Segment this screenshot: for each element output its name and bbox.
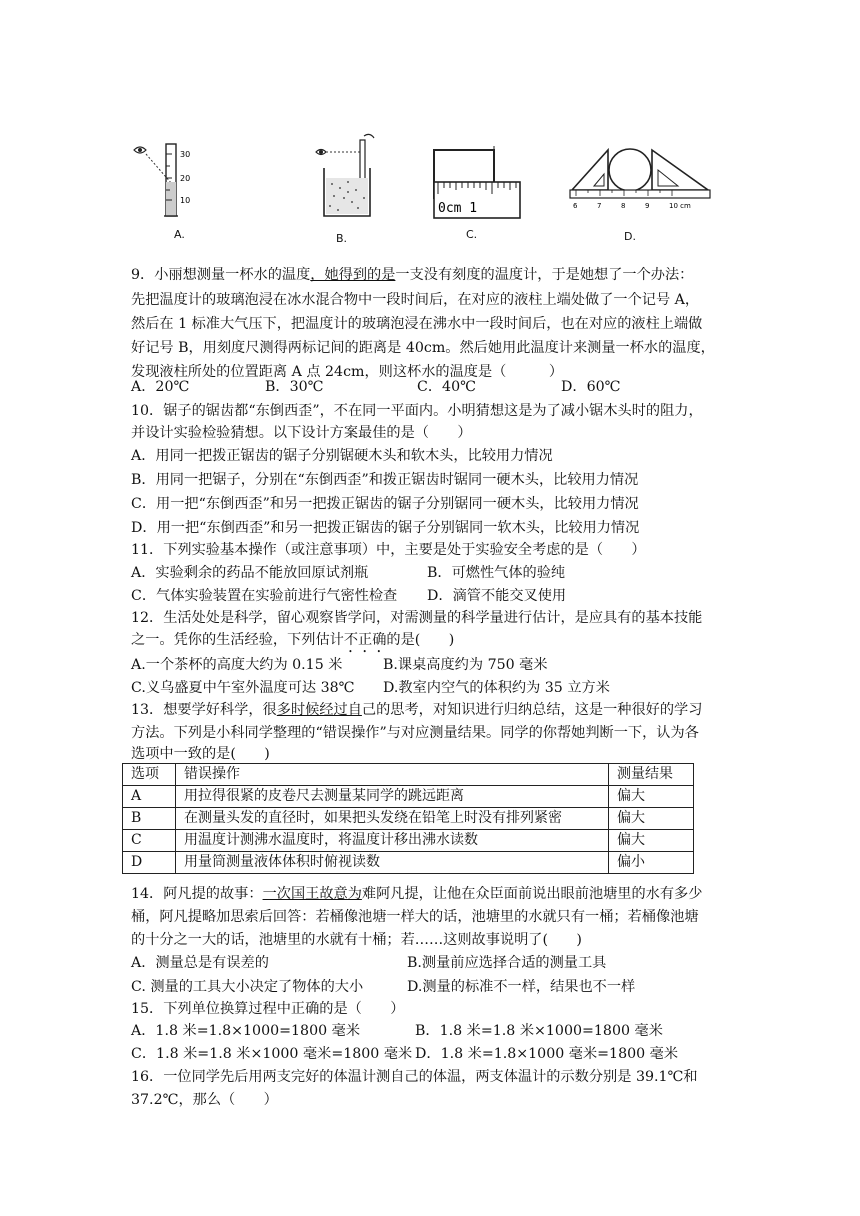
q9-option-c: C．40℃ xyxy=(417,379,476,395)
figure-d-tick: 7 xyxy=(597,202,602,210)
table-header-cell: 错误操作 xyxy=(176,764,609,786)
figure-d-tick: 10 cm xyxy=(669,202,691,210)
table-cell: 在测量头发的直径时，如果把头发绕在铅笔上时没有排列紧密 xyxy=(176,808,609,830)
table-cell: C xyxy=(123,830,176,852)
q12-line2: 之一。凭你的生活经验，下列估计不正确的是( ) xyxy=(131,632,455,648)
table-row xyxy=(123,786,694,808)
q10-line1: 10．锯子的锯齿都“东倒西歪”，不在同一平面内。小明猜想这是为了减小锯木头时的阻力， xyxy=(131,403,703,419)
q15-option-c: C．1.8 米=1.8 米×1000 毫米=1800 毫米 xyxy=(131,1046,413,1062)
figure-d-tick: 6 xyxy=(573,202,578,210)
q10-option-c: C．用一把“东倒西歪”和另一把拨正锯齿的锯子分别锯同一硬木头，比较用力情况 xyxy=(131,496,639,512)
q14-option-d: D.测量的标准不一样，结果也不一样 xyxy=(407,979,636,995)
q11-option-a: A．实验剩余的药品不能放回原试剂瓶 xyxy=(131,565,369,581)
q14-line3: 的十分之一大的话，池塘里的水就有十桶；若……这则故事说明了( ) xyxy=(131,932,582,948)
q10-option-b: B．用同一把锯子，分别在“东倒西歪”和拨正锯齿时锯同一硬木头，比较用力情况 xyxy=(131,472,639,488)
q15-option-d: D．1.8 米=1.8×1000 毫米=1800 毫米 xyxy=(415,1046,679,1062)
q9-line1: 9．小丽想测量一杯水的温度，她得到的是一支没有刻度的温度计，于是她想了一个办法： xyxy=(131,267,694,283)
table-row xyxy=(123,808,694,830)
q11-line1: 11．下列实验基本操作（或注意事项）中，主要是处于实验安全考虑的是（ ） xyxy=(131,542,646,558)
q14-option-a: A．测量总是有误差的 xyxy=(131,955,269,971)
q14-line2: 桶，阿凡提略加思索后回答：若桶像池塘一样大的话，池塘里的水就只有一桶；若桶像池塘 xyxy=(131,909,699,925)
q9-line2: 先把温度计的玻璃泡浸在冰水混合物中一段时间后，在对应的液柱上端处做了一个记号 A， xyxy=(131,292,700,308)
q13-line3: 选项中一致的是( ) xyxy=(131,746,270,762)
table-cell: 偏大 xyxy=(609,808,694,830)
figure-a-tick: 30 xyxy=(180,150,191,159)
figure-a-tick: 10 xyxy=(180,196,191,205)
table-header-cell: 测量结果 xyxy=(609,764,694,786)
table-cell: 偏大 xyxy=(609,830,694,852)
table-cell: 用拉得很紧的皮卷尺去测量某同学的跳远距离 xyxy=(176,786,609,808)
table-cell: 用温度计测沸水温度时，将温度计移出沸水读数 xyxy=(176,830,609,852)
q12-option-a: A.一个茶杯的高度大约为 0.15 米 xyxy=(131,657,343,673)
q16-line1: 16．一位同学先后用两支完好的体温计测自己的体温，两支体温计的示数分别是 39.1℃和 xyxy=(131,1069,698,1085)
figure-b-beaker xyxy=(308,132,388,228)
q11-option-c: C．气体实验装置在实验前进行气密性检查 xyxy=(131,588,398,604)
figure-c-scale-text: 0cm 1 xyxy=(438,201,478,216)
q12-option-d: D.教室内空气的体积约为 35 立方米 xyxy=(383,680,610,696)
q10-option-a: A．用同一把拨正锯齿的锯子分别锯硬木头和软木头，比较用力情况 xyxy=(131,448,553,464)
q12-line1: 12．生活处处是科学，留心观察皆学问，对需测量的科学量进行估计，是应具有的基本技能 xyxy=(131,610,703,626)
q15-line1: 15．下列单位换算过程中正确的是（ ） xyxy=(131,1001,405,1017)
q14-line1: 14．阿凡提的故事：一次国王故意为难阿凡提，让他在众臣面前说出眼前池塘里的水有多少 xyxy=(131,886,703,902)
q14-option-c: C. 测量的工具大小决定了物体的大小 xyxy=(131,979,364,995)
q9-option-a: A．20℃ xyxy=(131,379,190,395)
figure-d-tick: 8 xyxy=(621,202,626,210)
table-cell: 用量筒测量液体体积时俯视读数 xyxy=(176,852,609,874)
q9-line4: 好记号 B，用刻度尺测得两标记间的距离是 40cm。然后她用此温度计来测量一杯水的温度， xyxy=(131,340,715,356)
q15-option-a: A．1.8 米=1.8×1000=1800 毫米 xyxy=(131,1023,361,1039)
table-header-cell: 选项 xyxy=(123,764,176,786)
table-row xyxy=(123,830,694,852)
q9-line3: 然后在 1 标准大气压下，把温度计的玻璃泡浸在沸水中一段时间后，也在对应的液柱上端做 xyxy=(131,316,703,332)
q13-line2: 方法。下列是小科同学整理的“错误操作”与对应测量结果。同学的你帮她判断一下，认为各 xyxy=(131,725,699,741)
q14-option-b: B.测量前应选择合适的测量工具 xyxy=(407,955,607,971)
q12-option-b: B.课桌高度约为 750 毫米 xyxy=(383,657,548,673)
figure-a-tick: 20 xyxy=(180,174,191,183)
figure-d-tick: 9 xyxy=(645,202,650,210)
q11-option-d: D．滴管不能交叉使用 xyxy=(427,588,567,604)
q11-option-b: B．可燃性气体的验纯 xyxy=(427,565,566,581)
table-cell: 偏大 xyxy=(609,786,694,808)
table-cell: B xyxy=(123,808,176,830)
figures-row xyxy=(128,132,708,244)
table-cell: D xyxy=(123,852,176,874)
figure-a-caption: A. xyxy=(174,228,185,241)
figure-d-setsquares xyxy=(568,146,712,216)
q9-line5: 发现液柱所处的位置距离 A 点 24cm，则这杯水的温度是（ ） xyxy=(131,364,564,380)
q16-line2: 37.2℃，那么（ ） xyxy=(131,1092,278,1108)
q12-option-c: C.义乌盛夏中午室外温度可达 38℃ xyxy=(131,680,355,696)
table-cell: A xyxy=(123,786,176,808)
table-row xyxy=(123,852,694,874)
figure-a-cylinder xyxy=(128,132,218,222)
figure-d-caption: D. xyxy=(624,230,636,243)
table-header-row xyxy=(123,764,694,786)
figure-c-ruler xyxy=(428,146,524,224)
q9-option-b: B．30℃ xyxy=(265,379,324,395)
figure-c-caption: C. xyxy=(466,228,478,241)
q10-option-d: D．用一把“东倒西歪”和另一把拨正锯齿的锯子分别锯同一软木头，比较用力情况 xyxy=(131,520,640,536)
q15-option-b: B．1.8 米=1.8 米×1000=1800 毫米 xyxy=(415,1023,663,1039)
table-cell: 偏小 xyxy=(609,852,694,874)
q10-line2: 并设计实验检验猜想。以下设计方案最佳的是（ ） xyxy=(131,425,472,441)
measurement-table xyxy=(122,763,694,874)
figure-b-caption: B. xyxy=(336,232,348,245)
q9-option-d: D．60℃ xyxy=(561,379,621,395)
q13-line1: 13．想要学好科学，很多时候经过自己的思考，对知识进行归纳总结，这是一种很好的学习 xyxy=(131,702,703,718)
